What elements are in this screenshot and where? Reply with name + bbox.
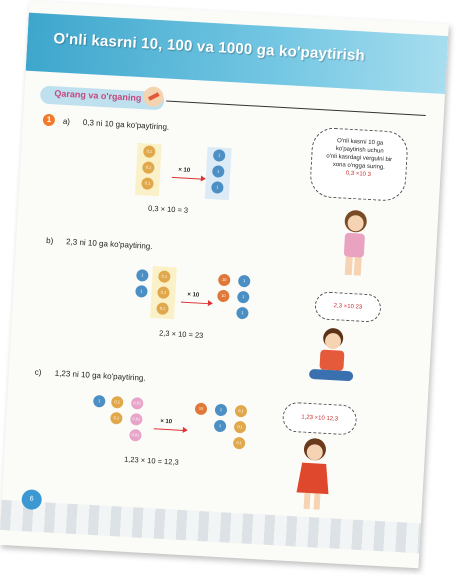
multiplier-label: × 10: [160, 418, 173, 426]
boy-character-illustration: [304, 325, 359, 390]
pencil-icon: [142, 85, 165, 108]
tens-counter: 10: [218, 274, 231, 287]
task-number-badge: 1: [43, 114, 56, 127]
part-c-letter: c): [34, 367, 42, 377]
ones-counter: 1: [213, 149, 226, 162]
arrow-icon: [181, 302, 209, 305]
tenths-counter: 0,1: [110, 412, 123, 425]
tenths-counter: 0,1: [142, 161, 155, 174]
rule-example: 0,3 ×10 3: [345, 170, 372, 179]
tenths-counter: 0,1: [111, 396, 124, 409]
tenths-counter: 0,1: [158, 270, 171, 283]
ones-counter: 1: [238, 275, 251, 288]
ones-counter: 1: [215, 404, 228, 417]
part-c-equation: 1,23 × 10 = 12,3: [123, 454, 179, 467]
ones-counter: 1: [236, 307, 249, 320]
girl-character-illustration: [333, 206, 377, 280]
rule-line: O'nli kasrni 10 ga: [336, 138, 384, 147]
section-label: Qarang va o'rganing: [54, 88, 142, 104]
tenths-counter: 0,1: [235, 405, 248, 418]
section-divider: [166, 100, 426, 116]
page-title: O'nli kasrni 10, 100 va 1000 ga ko'paytirish: [52, 30, 366, 65]
arrow-icon: [154, 428, 184, 431]
ones-counter: 1: [214, 420, 227, 433]
tenths-counter: 0,1: [141, 177, 154, 190]
rule-line: xona o'ngga suring.: [332, 161, 386, 171]
tens-counter: 10: [195, 403, 208, 416]
tenths-counter: 0,1: [233, 437, 246, 450]
tenths-counter: 0,1: [157, 286, 170, 299]
tenths-counter: 0,1: [143, 145, 156, 158]
ones-counter: 1: [93, 395, 106, 408]
title-banner: [26, 13, 449, 94]
page-number: 6: [21, 489, 42, 510]
part-a-question: 0,3 ni 10 ga ko'paytiring.: [82, 117, 170, 132]
hundredths-counter: 0,01: [129, 429, 142, 442]
part-c-question: 1,23 ni 10 ga ko'paytiring.: [54, 368, 146, 383]
hundredths-counter: 0,01: [130, 413, 143, 426]
tenths-counter: 0,1: [156, 302, 169, 315]
rule-line: ko'paytirish uchun: [335, 146, 384, 155]
rule-speech-bubble: [309, 127, 409, 202]
rule-line: o'nli kasrdagi vergulni bir: [326, 153, 393, 164]
part-a-letter: a): [62, 116, 71, 127]
part-a-equation: 0,3 × 10 = 3: [147, 203, 189, 215]
ones-counter: 1: [136, 269, 149, 282]
ones-counter: 1: [212, 165, 225, 178]
example-bubble-b: 2,3 ×10 23: [314, 291, 381, 323]
tens-counter: 10: [217, 290, 230, 303]
multiplier-label: × 10: [187, 291, 200, 299]
textbook-page: [0, 1, 449, 569]
tenths-counter: 0,1: [234, 421, 247, 434]
footer-decoration: [0, 500, 421, 553]
part-b-question: 2,3 ni 10 ga ko'paytiring.: [65, 237, 153, 251]
example-bubble-c: 1,23 ×10 12,3: [282, 402, 358, 436]
multiplier-label: × 10: [178, 167, 191, 174]
ones-counter: 1: [135, 285, 148, 298]
ones-counter: 1: [211, 181, 224, 194]
girl-character-illustration: [291, 436, 335, 514]
arrow-icon: [172, 177, 202, 180]
hundredths-counter: 0,01: [131, 397, 144, 410]
part-b-equation: 2,3 × 10 = 23: [158, 328, 204, 340]
part-b-letter: b): [45, 236, 54, 246]
ones-counter: 1: [237, 291, 250, 304]
